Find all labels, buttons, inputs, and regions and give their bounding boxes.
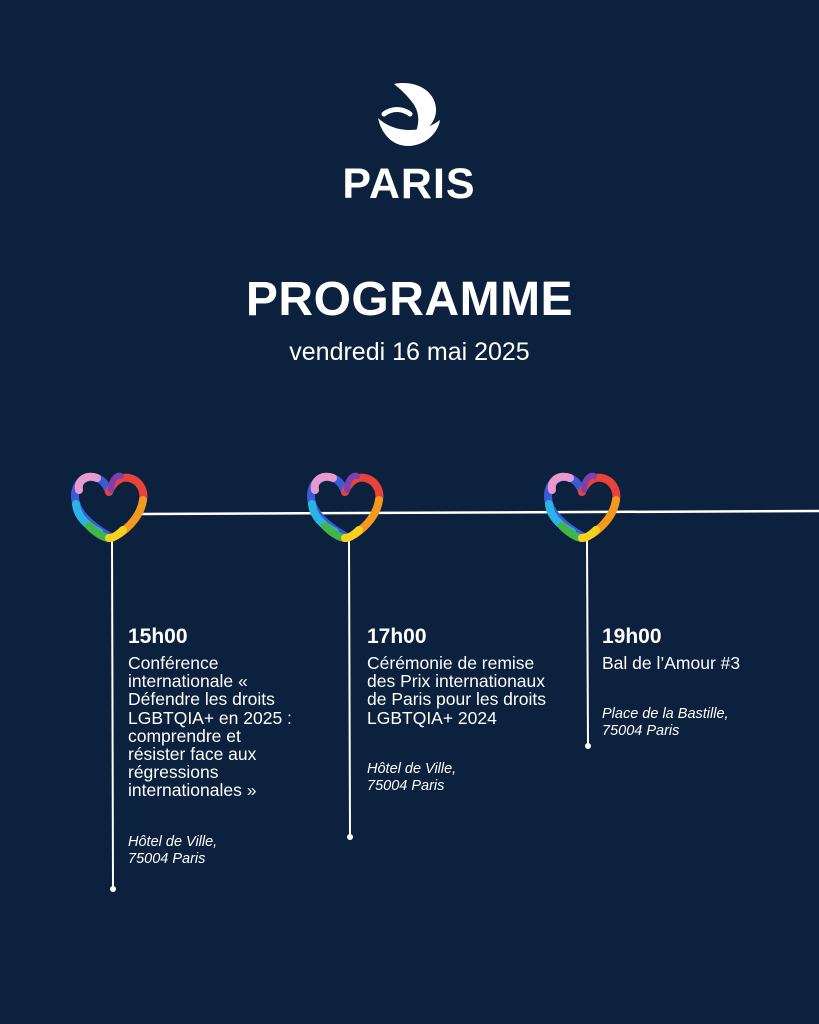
rainbow-heart-icon bbox=[311, 476, 379, 538]
event-description: Bal de l’Amour #3 bbox=[602, 653, 741, 673]
event-1 bbox=[128, 624, 343, 868]
event-place-line1: Place de la Bastille, bbox=[602, 706, 729, 723]
event-time: 19h00 bbox=[602, 625, 662, 648]
event-place-line2: 75004 Paris bbox=[367, 777, 445, 794]
logo-text: PARIS bbox=[342, 160, 476, 208]
event-2 bbox=[367, 624, 582, 795]
event-description: Conférence internationale « Défendre les droits LGBTQIA+ en 2025 : comprendre et résister face aux régressions internationales » bbox=[128, 653, 292, 801]
event-place bbox=[128, 834, 343, 868]
event-place bbox=[367, 761, 582, 795]
event-place-line1: Hôtel de Ville, bbox=[128, 833, 218, 850]
event-time: 15h00 bbox=[128, 625, 188, 648]
page-date: vendredi 16 mai 2025 bbox=[289, 338, 530, 366]
page-title: PROGRAMME bbox=[245, 273, 574, 326]
event-place-line1: Hôtel de Ville, bbox=[367, 760, 457, 777]
rainbow-heart-icon bbox=[548, 476, 616, 538]
event-place-line2: 75004 Paris bbox=[602, 723, 680, 740]
event-time: 17h00 bbox=[367, 625, 427, 648]
rainbow-heart-icon bbox=[75, 476, 143, 538]
event-3 bbox=[602, 624, 817, 740]
event-description: Cérémonie de remise des Prix internationaux de Paris pour les droits LGBTQIA+ 2024 bbox=[367, 653, 546, 728]
event-place bbox=[602, 706, 817, 740]
event-place-line2: 75004 Paris bbox=[128, 850, 206, 867]
